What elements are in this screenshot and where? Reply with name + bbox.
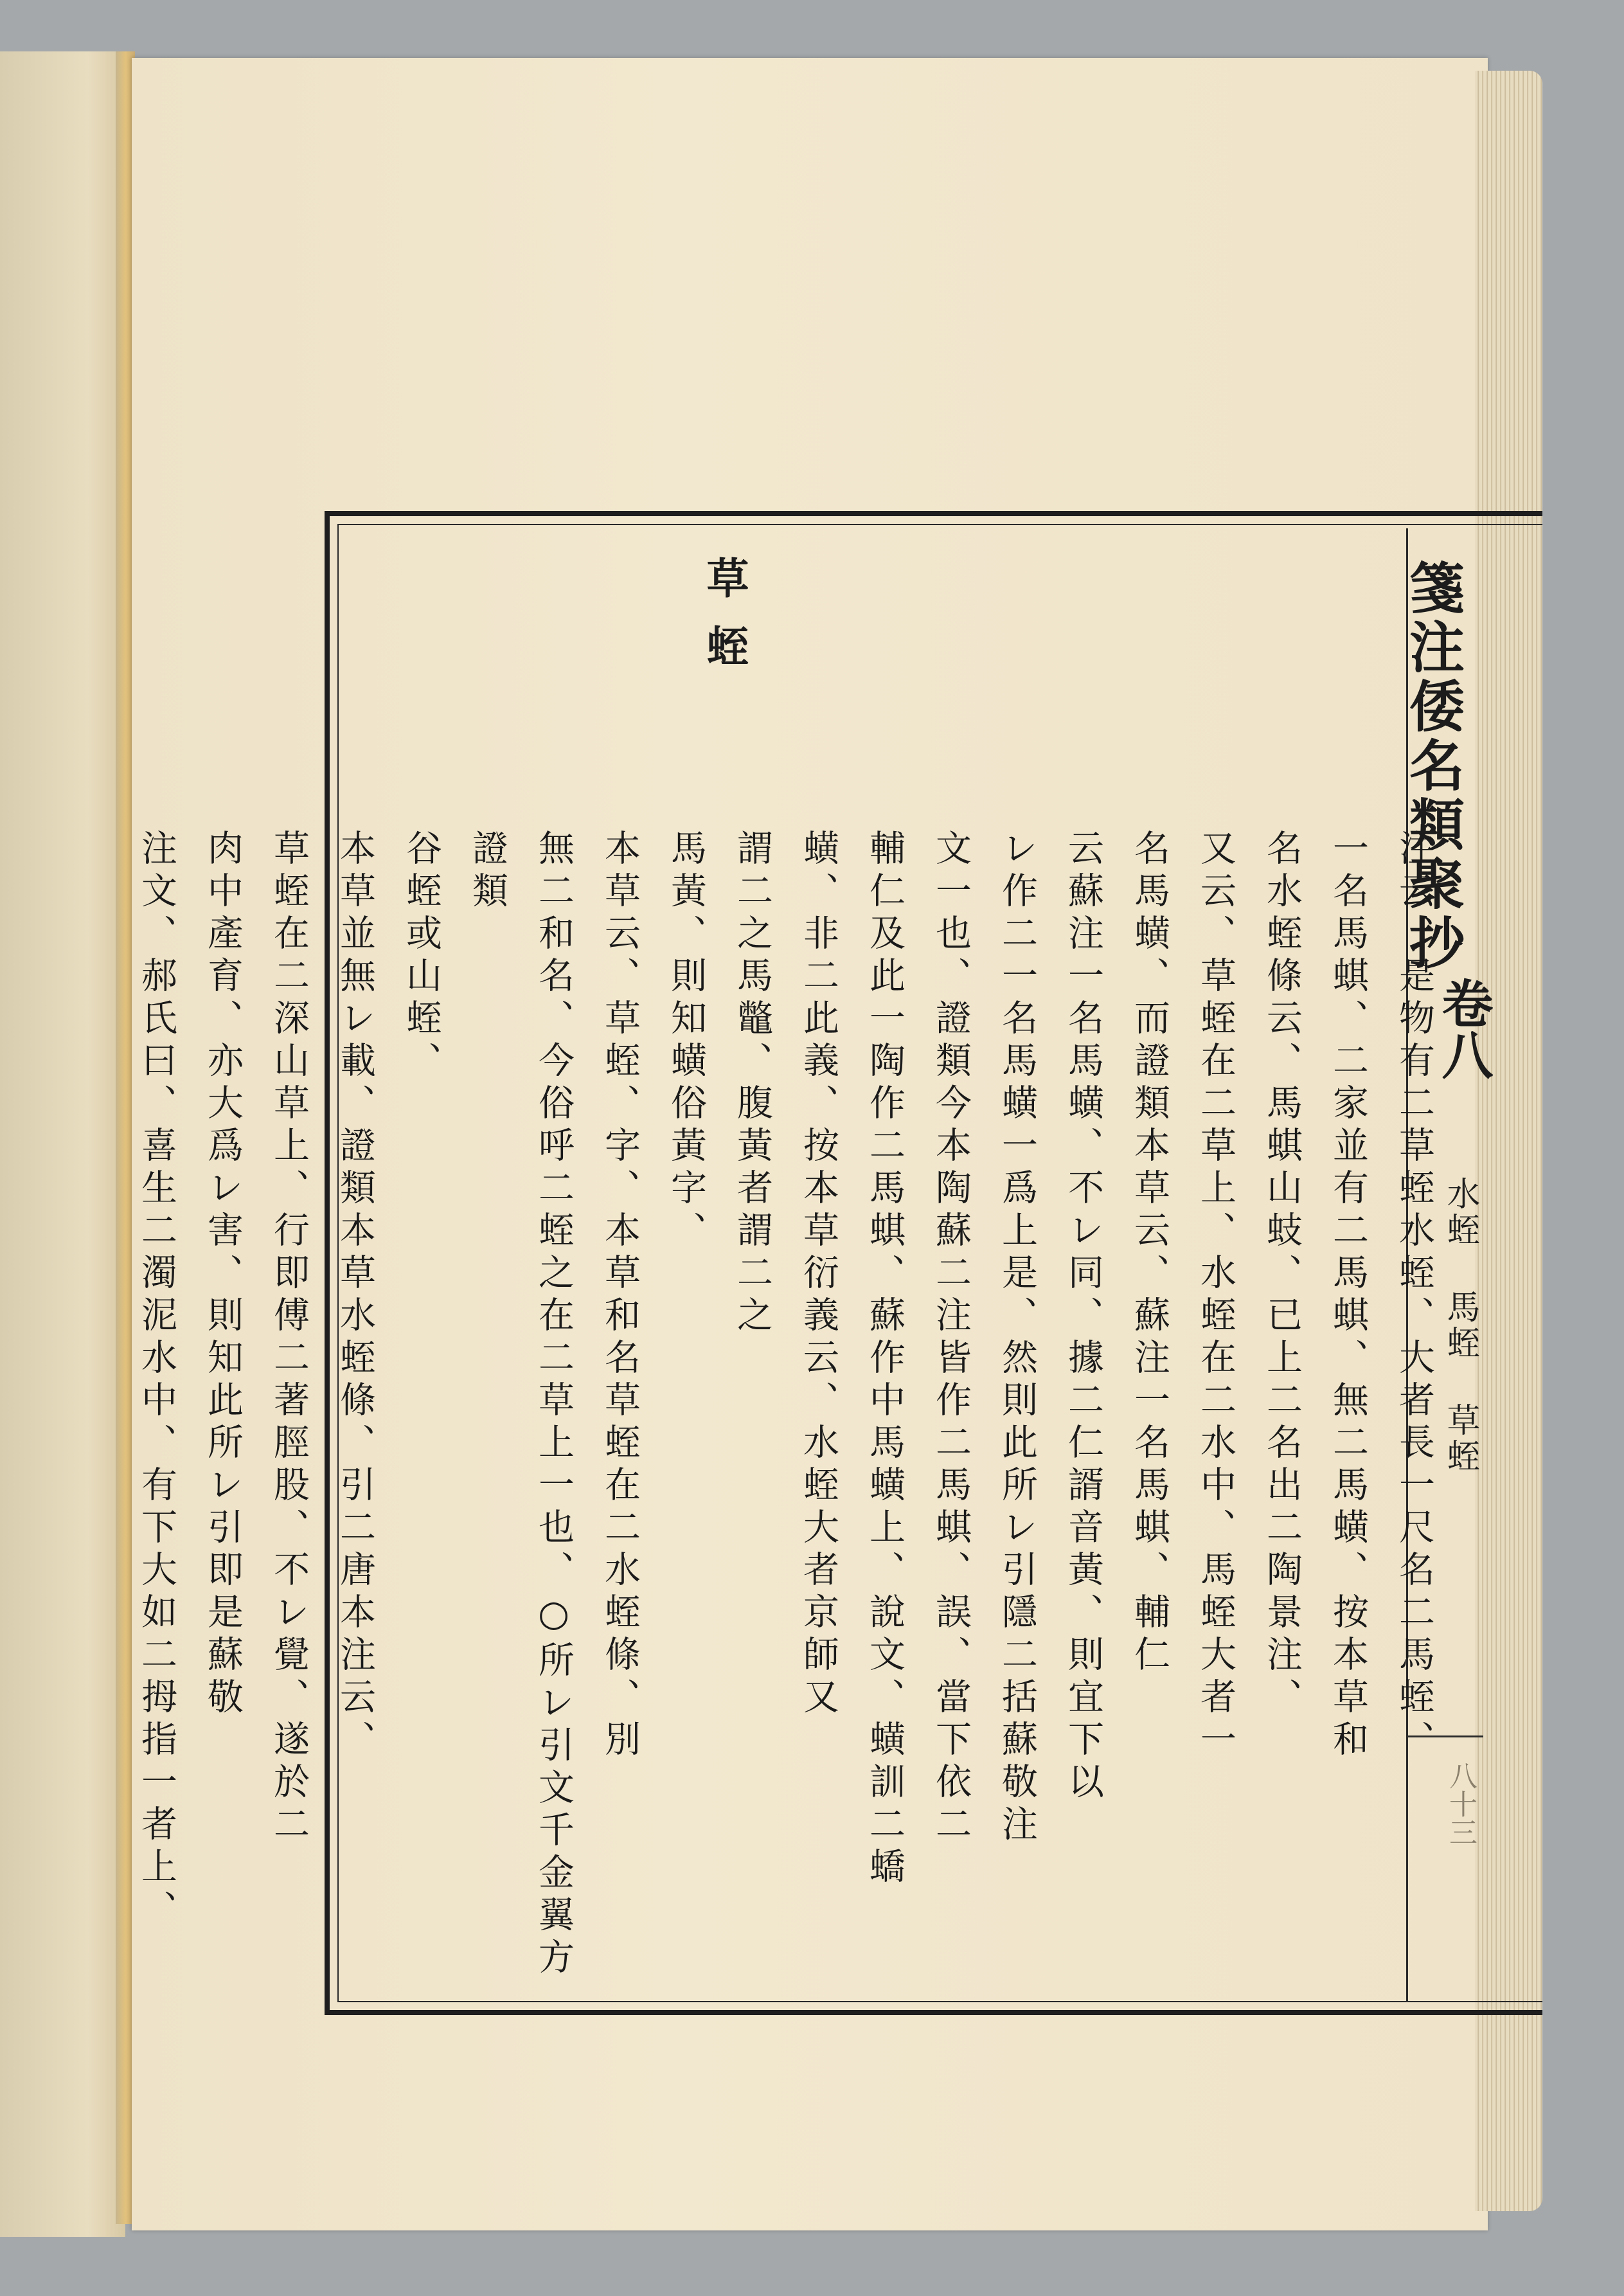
text-column: 名馬蟥、而證類本草云、蘇注一名馬蜞、輔仁 — [1129, 829, 1170, 1678]
text-column: 文一也、證類今本陶蘇二注皆作二馬蜞、誤、當下依二 — [930, 829, 972, 1847]
text-column: 注云、是物有二草蛭水蛭、大者長一尺名二馬蛭、 — [1393, 829, 1435, 1762]
text-column: 名水蛭條云、馬蜞山蚑、已上二名出二陶景注、 — [1261, 829, 1303, 1720]
text-column: 本草云、草蛭、字、本草和名草蛭在二水蛭條、別 — [599, 829, 641, 1762]
text-column: 谷蛭或山蛭、 — [400, 829, 442, 1084]
text-column: 草蛭在二深山草上、行即傅二著脛股、不レ覺、遂於二 — [268, 829, 310, 1847]
text-column: 又云、草蛭在二草上、水蛭在二水中、馬蛭大者一 — [1195, 829, 1236, 1762]
text-column: 蟥、非二此義、按本草衍義云、水蛭大者京師又 — [798, 829, 839, 1720]
text-column: 肉中產育、亦大爲レ害、則知此所レ引即是蘇敬 — [202, 829, 244, 1720]
gutter-entry: 草蛭 — [1441, 1403, 1479, 1475]
entry-heading: 草蛭 — [699, 556, 749, 692]
text-column: 馬黃、則知蟥俗黃字、 — [665, 829, 707, 1253]
text-column: 謂二之馬鼈、腹黃者謂二之 — [731, 829, 773, 1338]
gutter-entry: 水蛭 — [1441, 1176, 1479, 1248]
book-title: 箋注倭名類聚抄 — [1400, 559, 1465, 973]
text-column: 云蘇注一名馬蟥、不レ同、據二仁諝音黃、則宜下以 — [1062, 829, 1104, 1805]
main-text-block — [123, 829, 1447, 1986]
page-number: 八十三 — [1444, 1761, 1477, 1846]
text-column: 本草並無レ載、證類本草水蛭條、引二唐本注云、 — [334, 829, 376, 1762]
text-column: 無二和名、今俗呼二蛭之在二草上一也、○所レ引文千金翼方證類 — [467, 829, 575, 1980]
volume-label: 卷八 — [1433, 977, 1494, 1080]
left-page — [0, 51, 125, 2237]
text-column: 注文、郝氏曰、喜生二濁泥水中、有下大如二拇指一者上、 — [136, 829, 177, 1932]
gutter-entry: 馬蛭 — [1441, 1289, 1479, 1361]
text-column: レ作二一名馬蟥一爲上是、然則此所レ引隱二括蘇敬注 — [996, 829, 1038, 1847]
text-column: 輔仁及此一陶作二馬蜞、蘇作中馬蟥上、說文、蟥訓二蟜 — [864, 829, 906, 1890]
text-column: 一名馬蜞、二家並有二馬蜞、無二馬蟥、按本草和 — [1327, 829, 1369, 1762]
